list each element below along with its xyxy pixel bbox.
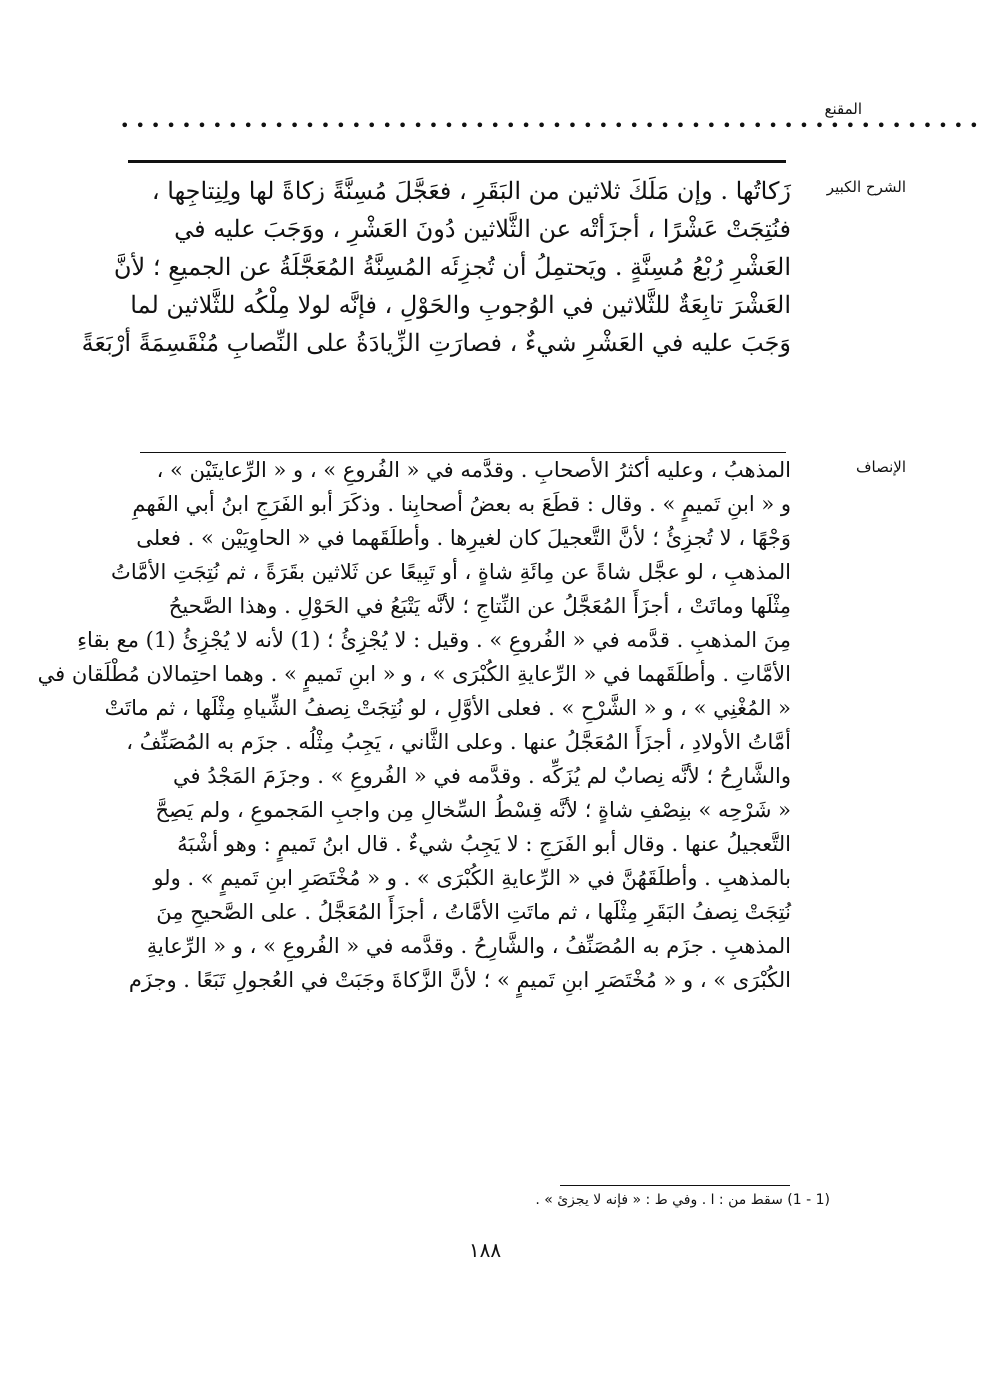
insaf-line: بالمذهبِ . وأطلَقَهُنَّ في « الرِّعايةِ الكُبْرَى » . و « مُخْتَصَرِ ابنِ تَميمٍ » . ولو (153, 866, 791, 890)
sharh-line: العَشْرَ تابِعَةٌ للثَّلاثين في الوُجوبِ والحَوْلِ ، فإنَّه لولا مِلْكُه للثَّلاثين لما (130, 291, 791, 319)
section-label-sharh: الشرح الكبير (826, 178, 906, 196)
insaf-text-block (37, 453, 791, 997)
sharh-line: فنُتِجَتْ عَشْرًا ، أجزَأتْه عن الثَّلاثين دُونَ العَشْرِ ، ووَجَبَ عليه في (174, 215, 791, 243)
insaf-line: والشَّارِحُ ؛ لأنَّه نِصابٌ لم يُزَكِّه . وقدَّمه في « الفُروعِ » . وجزَمَ المَجْدُ في (173, 764, 791, 788)
page-number: ١٨٨ (468, 1238, 502, 1262)
insaf-line: التَّعجيلُ عنها . وقال أبو الفَرَجِ : لا يَجِبُ شيءٌ . قال ابنُ تَميمٍ : وهو أشْبَهُ (177, 832, 791, 856)
insaf-line: الأمَّاتِ . وأطلَقَهما في « الرِّعايةِ الكُبْرَى » ، و « ابنِ تَميمٍ » . وهما احتِمالان مُطْلَقان في (37, 662, 791, 686)
header-dot-leader: •••••••••••••••••••••••••••••••••••••••••••••••••••••••• (120, 116, 985, 135)
insaf-line: المذهبُ ، وعليه أكثرُ الأصحابِ . وقدَّمه في « الفُروعِ » ، و « الرِّعايتَيْن » ، (156, 458, 791, 482)
insaf-line: أمَّاتُ الأولادِ ، أجزَأَ المُعَجَّلُ عنها . وعلى الثَّاني ، يَجِبُ مِثْلُه . جزَم به المُصَنِّفُ ، (126, 730, 791, 754)
insaf-line: و « ابنِ تَميمٍ » . وقال : قطَعَ به بعضُ أصحابِنا . وذكَرَ أبو الفَرَجِ ابنُ أبي الفَهمِ (132, 492, 791, 516)
insaf-line: مِثْلَها وماتَتْ ، أجزَأَ المُعَجَّلُ عن النِّتاجِ ؛ لأنَّه يَتْبَعُ في الحَوْلِ . وهذا الصَّحيحُ (168, 594, 791, 618)
book-title: المقنع (824, 100, 862, 118)
insaf-line: « شَرْحِه » بنِصْفِ شاةٍ ؛ لأنَّه قِسْطُ السِّخالِ مِن واجبِ المَجموعِ ، ولم يَصِحَّ (155, 798, 791, 822)
section-label-insaf: الإنصاف (855, 458, 906, 476)
sharh-text-block (81, 172, 791, 362)
insaf-line: وَجْهًا ، لا تُجزِئُ ؛ لأنَّ التَّعجيلَ كان لغيرِها . وأطلَقَهما في « الحاوِيَيْن » . فعلى (136, 526, 791, 550)
sharh-line: العَشْرِ رُبْعُ مُسِنَّةٍ . ويَحتمِلُ أن تُجزِئَه المُسِنَّةُ المُعَجَّلَةُ عن الجميعِ ؛ لأنَّ (113, 253, 791, 281)
insaf-line: الكُبْرَى » ، و « مُخْتَصَرِ ابنِ تَميمٍ » ؛ لأنَّ الزَّكاةَ وجَبَتْ في العُجولِ تَبَعًا . وجزَم (128, 968, 791, 992)
insaf-line: « المُغْنِي » ، و « الشَّرْحِ » . فعلى الأوَّلِ ، لو نُتِجَتْ نِصفُ الشِّياهِ مِثْلَها ، ثم ماتَتْ (104, 696, 791, 720)
footnote-rule (560, 1185, 790, 1186)
insaf-line: المذهبِ . جزَم به المُصَنِّفُ ، والشَّارِحُ . وقدَّمه في « الفُروعِ » ، و « الرِّعايةِ (146, 934, 791, 958)
header-rule (128, 160, 786, 163)
sharh-line: وَجَبَ عليه في العَشْرِ شيءٌ ، فصارَتِ الزِّيادَةُ على النِّصابِ مُنْقَسِمَةً أرْبَعَةً (81, 329, 791, 357)
insaf-line: المذهبِ ، لو عجَّل شاةً عن مِائَةِ شاةٍ ، أو تَبِيعًا عن ثَلاثين بقَرَةً ، ثم نُتِجَتِ الأمَّاتُ (111, 560, 791, 584)
sharh-line: زَكاتُها . وإن مَلَكَ ثلاثين من البَقَرِ ، فعَجَّلَ مُسِنَّةً زكاةً لها ولِنِتاجِها ، (151, 177, 791, 205)
insaf-line: مِنَ المذهبِ . قدَّمه في « الفُروعِ » . وقيل : لا يُجْزِئُ ؛ (1) لأنه لا يُجْزِئُ (1) مع بقاءِ (77, 628, 791, 652)
footnote: (1 - 1) سقط من : ا . وفي ط : « فإنه لا يجزئ » . (535, 1192, 830, 1208)
insaf-line: نُتِجَتْ نِصفُ البَقَرِ مِثْلَها ، ثم ماتَتِ الأمَّاتُ ، أجزَأَ المُعَجَّلُ . على الصَّحيحِ مِنَ (156, 900, 791, 924)
